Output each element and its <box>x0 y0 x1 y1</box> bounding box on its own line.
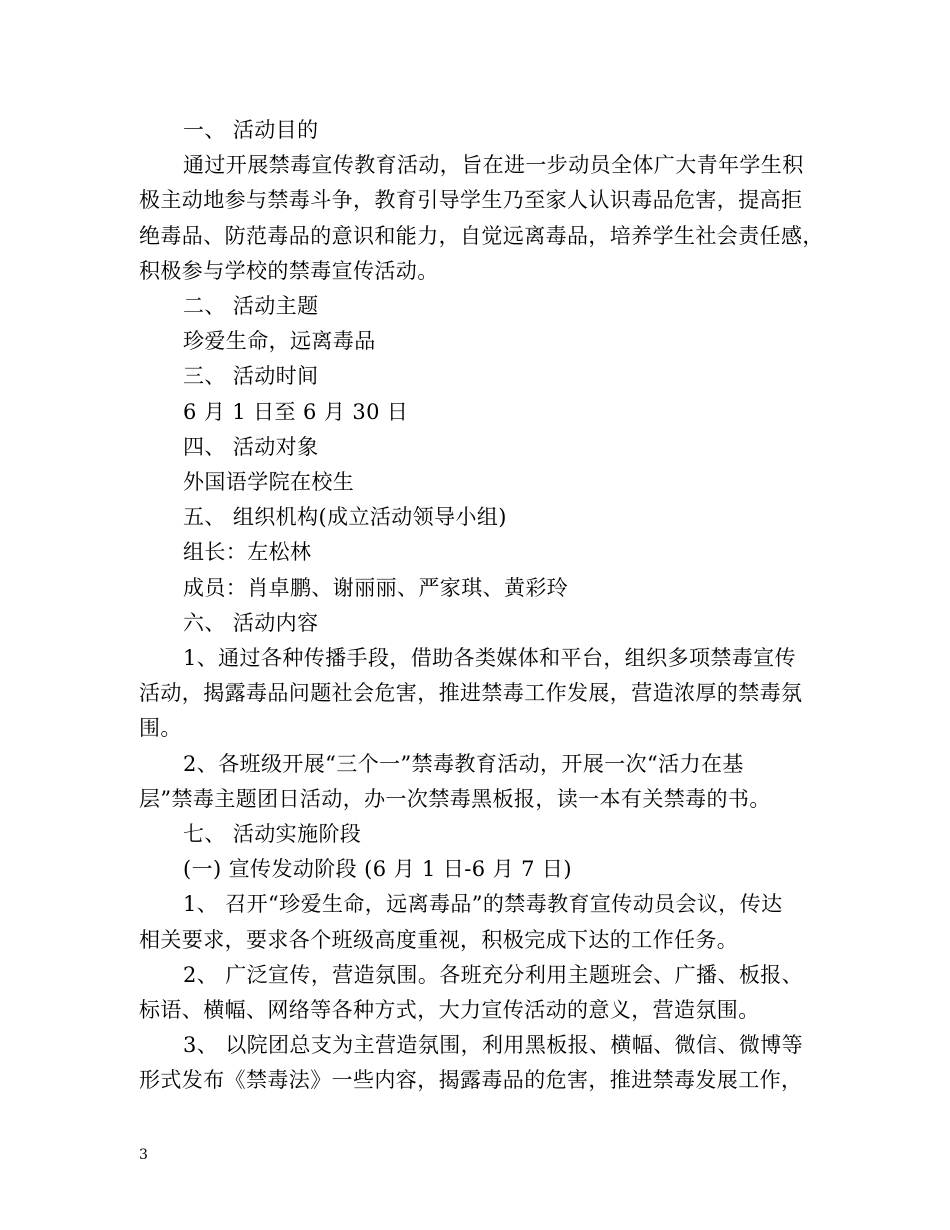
text-line: 绝毒品、防范毒品的意识和能力，自觉远离毒品，培养学生社会责任感， <box>139 223 824 248</box>
text-line: 1、 召开“珍爱生命，远离毒品”的禁毒教育宣传动员会议，传达 <box>183 892 783 917</box>
text-line: 围。 <box>139 716 182 741</box>
text-line: 三、 活动时间 <box>183 364 319 389</box>
text-line: 极主动地参与禁毒斗争，教育引导学生乃至家人认识毒品危害，提高拒 <box>139 188 803 213</box>
text-line: 外国语学院在校生 <box>183 470 355 495</box>
text-line: 6 月 1 日至 6 月 30 日 <box>183 399 409 424</box>
text-line: 活动，揭露毒品问题社会危害，推进禁毒工作发展，营造浓厚的禁毒氛 <box>139 681 803 706</box>
text-line: 一、 活动目的 <box>183 118 319 142</box>
text-line: 珍爱生命，远离毒品 <box>183 329 376 354</box>
page-number: 3 <box>139 1147 148 1163</box>
text-line: 七、 活动实施阶段 <box>183 822 362 847</box>
text-line: 五、 组织机构(成立活动领导小组) <box>183 505 507 530</box>
text-line: 二、 活动主题 <box>183 294 319 319</box>
text-line: 六、 活动内容 <box>183 610 319 635</box>
text-line: 1、通过各种传播手段，借助各类媒体和平台，组织多项禁毒宣传 <box>183 646 796 671</box>
text-line: 通过开展禁毒宣传教育活动，旨在进一步动员全体广大青年学生积 <box>183 153 804 178</box>
document-body <box>139 113 829 1099</box>
text-line: 层”禁毒主题团日活动，办一次禁毒黑板报，读一本有关禁毒的书。 <box>139 786 771 811</box>
text-line: 组长：左松林 <box>183 540 312 565</box>
text-line: 相关要求，要求各个班级高度重视，积极完成下达的工作任务。 <box>139 927 739 952</box>
text-line: (一) 宣传发动阶段 (6 月 1 日-6 月 7 日) <box>183 857 572 882</box>
text-line: 四、 活动对象 <box>183 434 319 459</box>
text-line: 成员：肖卓鹏、谢丽丽、严家琪、黄彩玲 <box>183 575 569 600</box>
text-line: 3、 以院团总支为主营造氛围，利用黑板报、横幅、微信、微博等 <box>183 1033 804 1058</box>
text-line: 积极参与学校的禁毒宣传活动。 <box>139 258 439 283</box>
text-line: 2、 广泛宣传，营造氛围。各班充分利用主题班会、广播、板报、 <box>183 962 804 987</box>
text-line: 2、各班级开展“三个一”禁毒教育活动，开展一次“活力在基 <box>183 751 744 776</box>
text-line: 形式发布《禁毒法》一些内容，揭露毒品的危害，推进禁毒发展工作， <box>139 1068 803 1093</box>
text-line: 标语、横幅、网络等各种方式，大力宣传活动的意义，营造氛围。 <box>139 998 760 1023</box>
